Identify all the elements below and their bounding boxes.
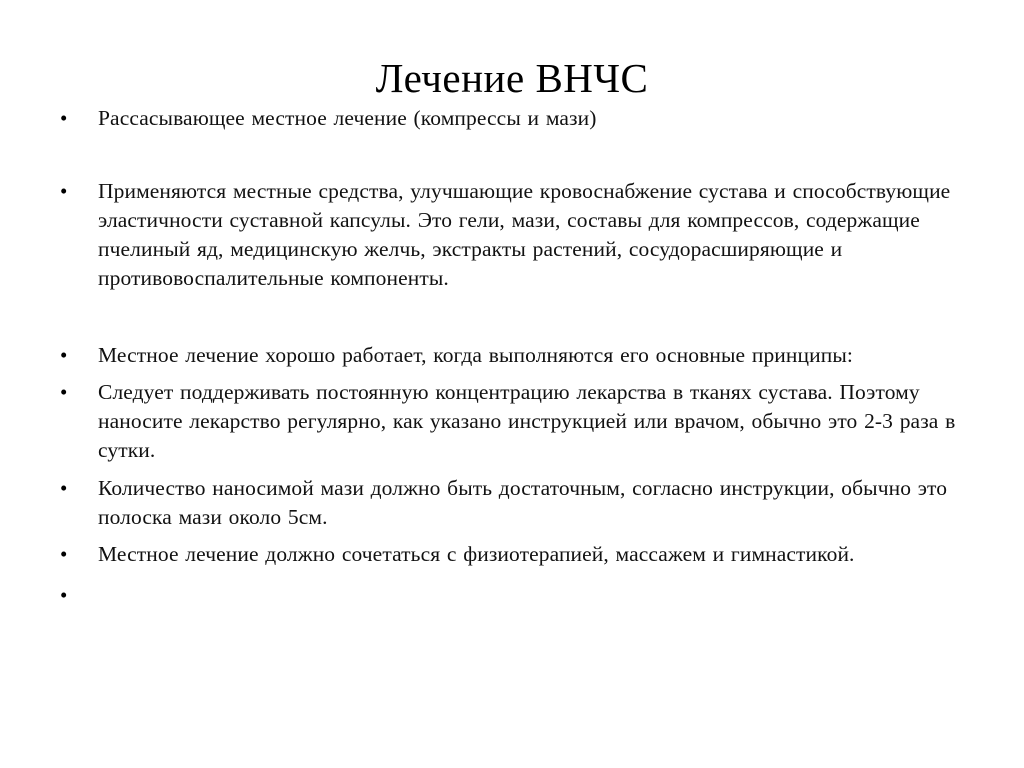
bullet-icon: • bbox=[60, 476, 68, 500]
bullet-icon: • bbox=[60, 179, 68, 203]
bullet-icon: • bbox=[60, 343, 68, 367]
list-item bbox=[48, 581, 976, 610]
bullet-icon: • bbox=[60, 106, 68, 130]
list-item-text: Местное лечение хорошо работает, когда выполняются его основные принципы: bbox=[98, 343, 853, 367]
bullet-icon: • bbox=[60, 542, 68, 566]
bullet-icon: • bbox=[60, 380, 68, 404]
page-title: Лечение ВНЧС bbox=[375, 55, 649, 102]
bullet-icon: • bbox=[60, 583, 68, 607]
list-item-text: Рассасывающее местное лечение (компрессы и мази) bbox=[98, 106, 597, 130]
list-item-text: Применяются местные средства, улучшающие кровоснабжение сустава и способствующие эластичности суставной капсулы. Это гели, мази, составы для компрессов, содержащие пчелиный яд, медицинскую желчь, экстракты растений, сосудорасширяющие и противовоспалительные компоненты. bbox=[98, 179, 951, 290]
list-item bbox=[48, 341, 976, 370]
list-item bbox=[48, 378, 976, 465]
list-item bbox=[48, 177, 976, 293]
list-item bbox=[48, 104, 976, 133]
list-item-text: Местное лечение должно сочетаться с физиотерапией, массажем и гимнастикой. bbox=[98, 542, 855, 566]
slide-body bbox=[48, 104, 976, 610]
list-item-text: Количество наносимой мази должно быть достаточным, согласно инструкции, обычно это полоска мази около 5см. bbox=[98, 476, 948, 529]
list-item-text bbox=[98, 581, 976, 610]
list-item bbox=[48, 540, 976, 569]
list-item bbox=[48, 474, 976, 532]
list-item-text: Следует поддерживать постоянную концентрацию лекарства в тканях сустава. Поэтому наносите лекарство регулярно, как указано инструкцией или врачом, обычно это 2-3 раза в сутки. bbox=[98, 380, 956, 462]
